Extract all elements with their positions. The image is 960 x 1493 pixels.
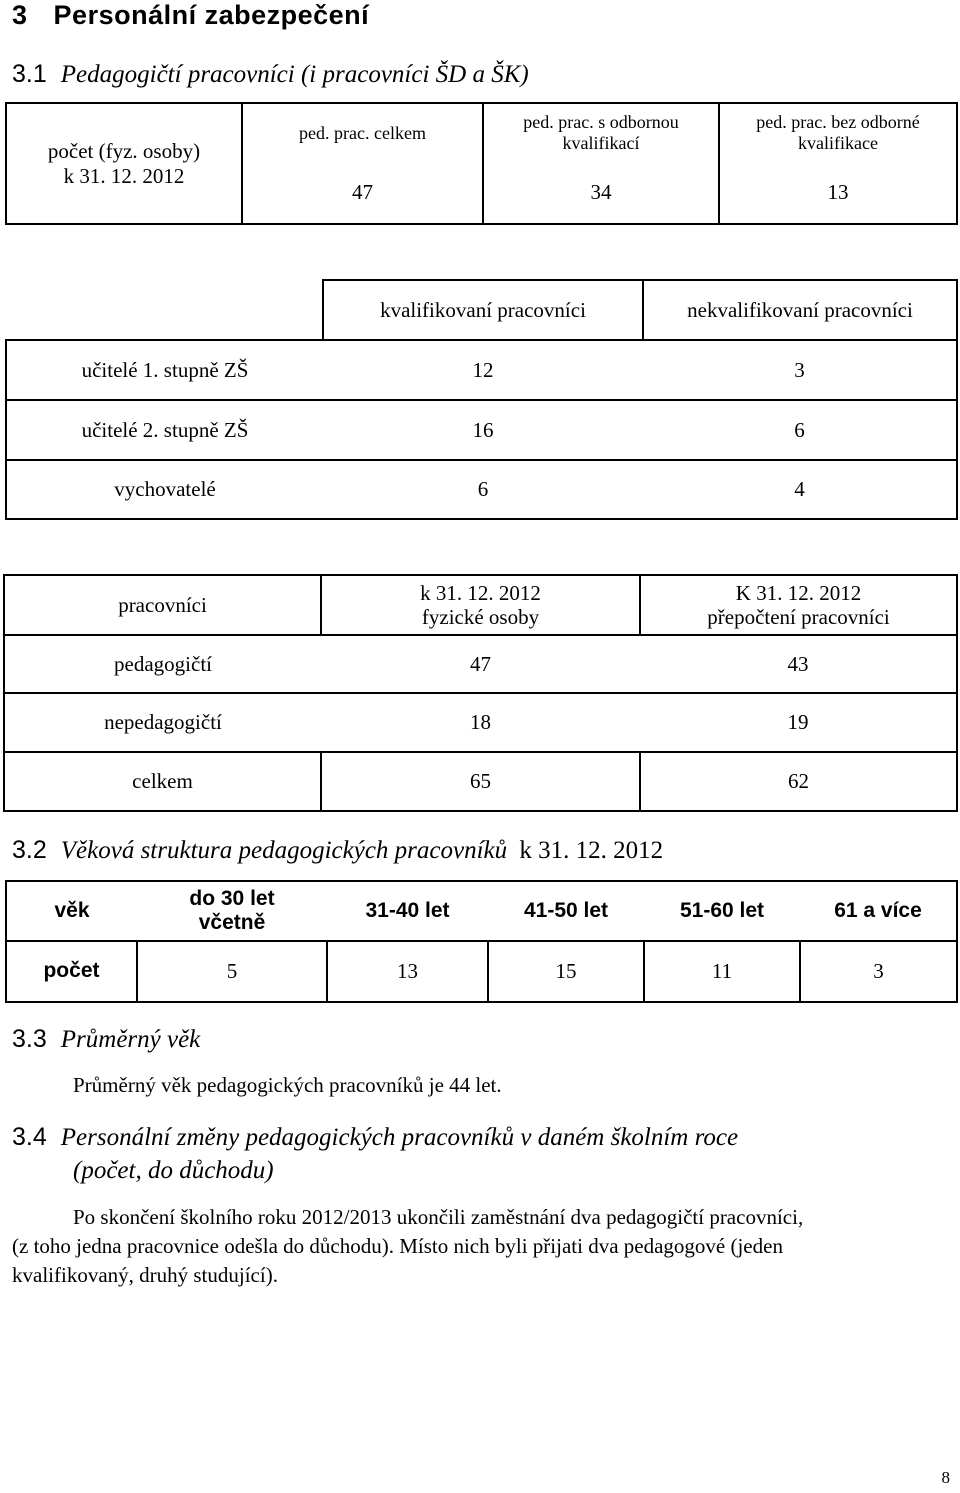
value-qualified: 16 (323, 400, 643, 460)
value-31-40: 13 (327, 941, 488, 1002)
header-51-60: 51-60 let (644, 881, 800, 941)
value-recalculated: 62 (640, 752, 957, 811)
subsection-number: 3.2 (12, 836, 47, 864)
header-41-50: 41-50 let (488, 881, 644, 941)
section-title: Personální zabezpečení (53, 0, 370, 30)
header-workers: pracovníci (4, 575, 321, 635)
value-qualified: 34 (483, 162, 719, 224)
header-date: K 31. 12. 2012 (735, 580, 862, 605)
header-under-30-line1: do 30 let (189, 886, 275, 910)
subsection-title: Personální změny pedagogických pracovníků v daném školním roce (60, 1124, 739, 1151)
row-label-count: počet (6, 941, 137, 1002)
value-under-30: 5 (137, 941, 327, 1002)
section-heading (12, 0, 369, 31)
qualification-table (5, 279, 958, 520)
value-unqualified: 13 (719, 162, 957, 224)
row-label: učitelé 1. stupně ZŠ (6, 340, 323, 400)
paragraph-line: (z toho jedna pracovnice odešla do důchodu). Místo nich byli přijati dva pedagogové (jeden (12, 1234, 783, 1258)
header-recalculated (640, 575, 957, 635)
header-date: k 31. 12. 2012 (420, 580, 541, 605)
subsection-3-3-heading (12, 1025, 200, 1054)
paragraph-line: Po skončení školního roku 2012/2013 ukončili zaměstnání dva pedagogičtí pracovníci, (73, 1205, 804, 1229)
header-recalculated-workers: přepočtení pracovníci (707, 605, 890, 629)
header-under-30 (137, 881, 327, 941)
value-unqualified: 6 (643, 400, 957, 460)
page-number: 8 (941, 1468, 950, 1487)
workers-table (3, 574, 958, 812)
header-physical (321, 575, 640, 635)
row-label-cell (6, 103, 242, 224)
average-age-text: Průměrný věk pedagogických pracovníků je 44 let. (73, 1073, 502, 1097)
header-qualified-workers: kvalifikovaní pracovníci (323, 280, 643, 340)
subsection-3-4-heading (12, 1123, 738, 1152)
header-under-30-line2: včetně (198, 911, 266, 934)
subsection-3-2-heading (12, 836, 663, 865)
age-structure-table (5, 880, 958, 1003)
staff-count-table (5, 102, 958, 225)
paragraph-line: kvalifikovaný, druhý studující). (12, 1263, 278, 1287)
empty-corner (6, 280, 323, 340)
value-recalculated: 19 (640, 693, 957, 752)
subsection-title-line2: (počet, do důchodu) (73, 1157, 274, 1184)
subsection-number: 3.4 (12, 1123, 47, 1151)
subsection-3-1-heading (12, 60, 529, 89)
subsection-title: Pedagogičtí pracovníci (i pracovníci ŠD a ŠK) (60, 61, 529, 88)
value-61-plus: 3 (800, 941, 957, 1002)
value-unqualified: 4 (643, 460, 957, 519)
value-recalculated: 43 (640, 635, 957, 693)
header-61-plus: 61 a více (800, 881, 957, 941)
value-qualified: 12 (323, 340, 643, 400)
header-physical-persons: fyzické osoby (421, 605, 540, 629)
subsection-title: Průměrný věk (60, 1026, 201, 1053)
header-age: věk (6, 881, 137, 941)
section-number: 3 (12, 0, 28, 30)
header-unqualified-workers: nekvalifikovaní pracovníci (643, 280, 957, 340)
subsection-title-date: k 31. 12. 2012 (519, 837, 664, 864)
row-label: pedagogičtí (4, 635, 321, 693)
row-label-line2: k 31. 12. 2012 (63, 163, 185, 188)
value-51-60: 11 (644, 941, 800, 1002)
row-label: nepedagogičtí (4, 693, 321, 752)
value-physical: 65 (321, 752, 640, 811)
subsection-title: Věková struktura pedagogických pracovníků (60, 837, 508, 864)
row-label-line1: počet (fyz. osoby) (47, 139, 201, 164)
row-label: učitelé 2. stupně ZŠ (6, 400, 323, 460)
value-unqualified: 3 (643, 340, 957, 400)
subsection-number: 3.3 (12, 1025, 47, 1053)
row-label: vychovatelé (6, 460, 323, 519)
value-physical: 18 (321, 693, 640, 752)
value-total: 47 (242, 162, 483, 224)
header-31-40: 31-40 let (327, 881, 488, 941)
header-qualified: ped. prac. s odbornou kvalifikací (483, 103, 719, 162)
value-qualified: 6 (323, 460, 643, 519)
row-label: celkem (4, 752, 321, 811)
value-41-50: 15 (488, 941, 644, 1002)
header-unqualified: ped. prac. bez odborné kvalifikace (719, 103, 957, 162)
header-total: ped. prac. celkem (242, 103, 483, 162)
subsection-number: 3.1 (12, 60, 47, 88)
value-physical: 47 (321, 635, 640, 693)
